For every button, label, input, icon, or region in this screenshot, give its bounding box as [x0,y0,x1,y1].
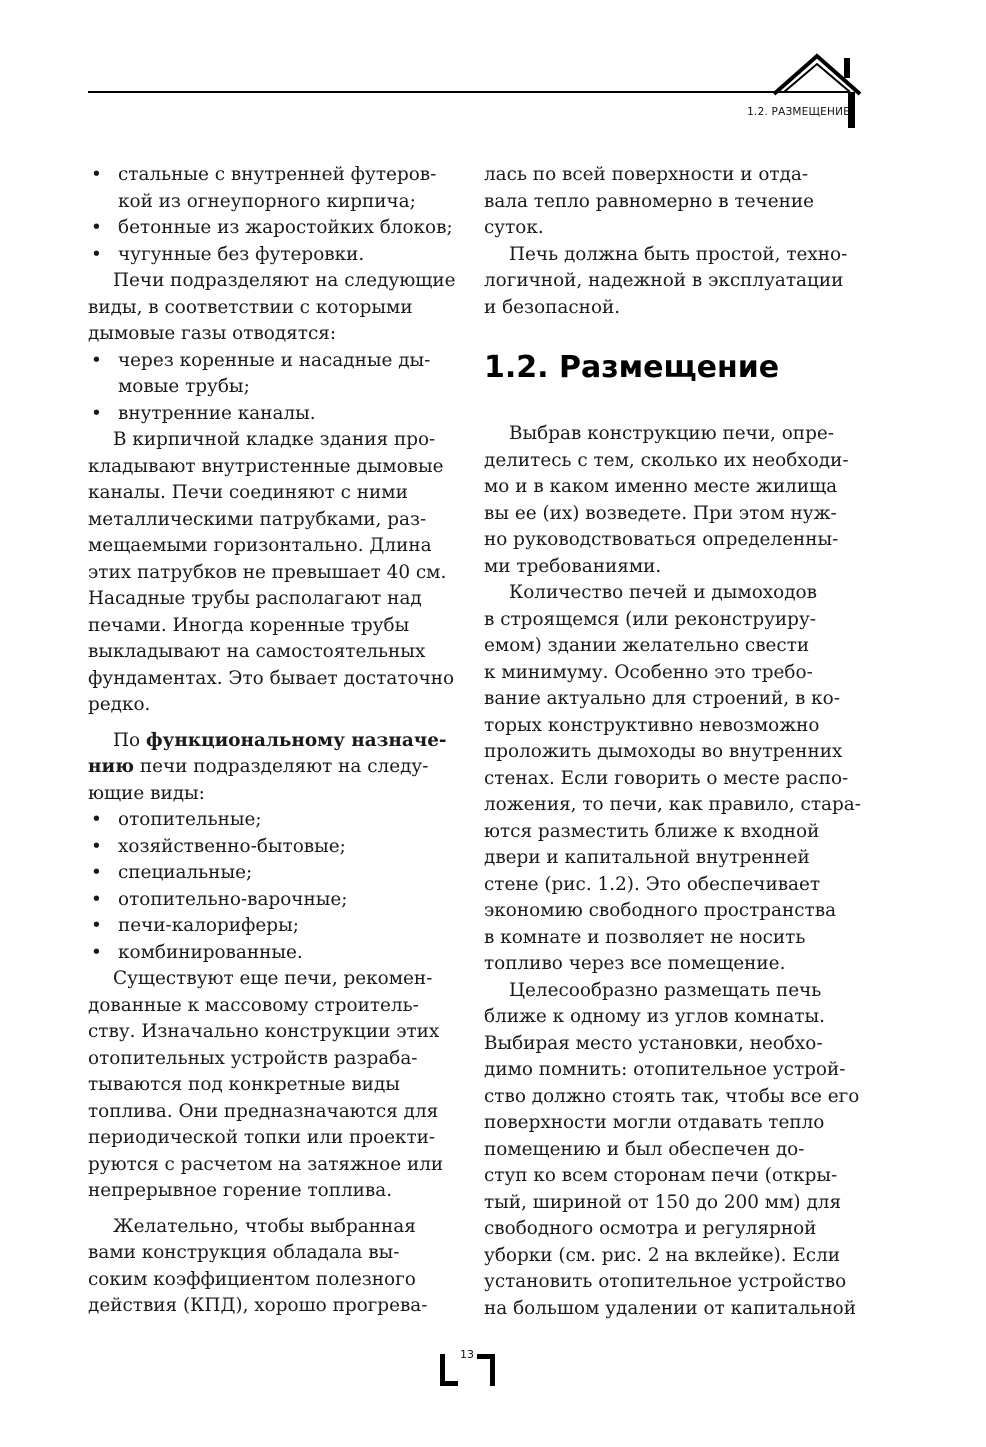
text-line: двери и капитальной внутренней [484,847,810,868]
text-line: мо и в каком именно месте жилища [484,476,838,497]
list-item: • печи-калориферы; [88,913,462,940]
text-line: этих патрубков не превышает 40 см. [88,561,447,583]
text-line: отопительных устройств разраба- [88,1047,418,1069]
text-line: вы ее (их) возведете. При этом нуж- [484,502,837,524]
text-line: уборки (см. рис. 2 на вклейке). Если [484,1244,841,1266]
text-line: выкладывают на самостоятельных [88,641,426,662]
text-line: ложения, то печи, как правило, стара- [484,794,861,815]
bold-term: функциональному назначе- [145,729,447,751]
page-number: 13 [460,1348,474,1361]
bold-term: нию [88,756,134,777]
paragraph-line: Печь должна быть простой, техно- [509,243,848,265]
text-line: топлива. Они предназначаются для [88,1100,439,1122]
text-line: на большом удалении от капитальной [484,1297,857,1319]
text-span: печи подразделяют на следу- [133,756,429,777]
list-item: • чугунные без футеровки. [88,242,462,269]
text-line: ются разместить ближе к входной [484,820,820,842]
text-line: тый, шириной от 150 до 200 мм) для [484,1191,842,1213]
ornament-right-bar [490,1354,495,1386]
list-item: • отопительно-варочные; [88,887,462,914]
text-line: дымовые газы отводятся: [88,323,337,344]
text-line: и безопасной. [484,296,621,318]
list-item: • комбинированные. [88,940,462,967]
text-line: вала тепло равномерно в течение [484,190,814,212]
text-line: Насадные трубы располагают над [88,588,422,609]
list-item: • бетонные из жаростойких блоков; [88,215,462,242]
text-line: ми требованиями. [484,555,662,577]
right-column [484,162,861,1322]
text-line: каналы. Печи соединяют с ними [88,482,408,503]
paragraph-line: В кирпичной кладке здания про- [113,429,436,450]
house-roof-icon [770,52,865,130]
text-line: помещению и был обеспечен до- [484,1138,805,1160]
text-line: поверхности могли отдавать тепло [484,1112,825,1133]
page-number-ornament [440,1348,500,1386]
text-line: периодической топки или проекти- [88,1127,436,1148]
text-line: мещаемыми горизонтально. Длина [88,535,432,556]
text-line: печами. Иногда коренные трубы [88,614,410,636]
text-line: непрерывное горение топлива. [88,1180,393,1201]
text-line: суток. [484,217,544,238]
text-line: емом) здании желательно свести [484,635,810,656]
text-line: свободного осмотра и регулярной [484,1218,817,1239]
text-line: вами конструкция обладала вы- [88,1242,400,1263]
ornament-left-foot [440,1381,458,1386]
text-line: проложить дымоходы во внутренних [484,741,843,762]
text-line: виды, в соответствии с которыми [88,296,413,318]
list-item: • внутренние каналы. [88,401,462,428]
paragraph-line: Целесообразно размещать печь [509,979,822,1001]
list-item: • специальные; [88,860,462,887]
paragraph-line: Существуют еще печи, рекомен- [113,968,433,989]
running-head: 1.2. РАЗМЕЩЕНИЕ [747,106,850,118]
text-line: стенах. Если говорить о месте распо- [484,767,849,789]
left-column [88,162,462,1320]
text-line: но руководствоваться определенны- [484,529,839,550]
text-line: мовые трубы; [118,376,250,397]
text-line: в строящемся (или реконструиру- [484,608,816,630]
paragraph-line: Выбрав конструкцию печи, опре- [509,423,834,444]
text-line: фундаментах. Это бывает достаточно [88,667,455,689]
list-item: • стальные с внутренней футеров- [88,162,462,189]
text-line: в комнате и позволяет не носить [484,926,806,948]
text-line: ству. Изначально конструкции этих [88,1021,440,1042]
text-line: действия (КПД), хорошо прогрева- [88,1295,428,1316]
text-line: установить отопительное устройство [484,1271,847,1292]
text-line: дованные к массовому строитель- [88,994,419,1016]
text-line: кой из огнеупорного кирпича; [118,190,416,212]
text-line: к минимуму. Особенно это требо- [484,661,813,683]
text-line: соким коэффициентом полезного [88,1268,416,1290]
text-line: руются с расчетом на затяжное или [88,1153,444,1175]
text-line: ступ ко всем сторонам печи (откры- [484,1165,838,1186]
paragraph-line: Количество печей и дымоходов [509,582,817,603]
list-item: • через коренные и насадные ды- [88,348,462,375]
text-line: стене (рис. 1.2). Это обеспечивает [484,873,821,895]
text-line: вание актуально для строений, в ко- [484,688,840,709]
list-item: • отопительные; [88,807,462,834]
text-line: Выбирая место установки, необхо- [484,1032,823,1054]
paragraph-line [88,728,462,755]
text-line: делитесь с тем, сколько их необходи- [484,449,849,471]
text-line: кладывают внутристенные дымовые [88,455,444,477]
text-line: экономию свободного пространства [484,900,837,921]
text-span: По [113,729,146,751]
text-line [88,754,462,781]
text-line: ближе к одному из углов комнаты. [484,1006,825,1027]
text-line: торых конструктивно невозможно [484,714,820,736]
section-heading: 1.2. Размещение [484,350,780,385]
text-line: ство должно стоять так, чтобы все его [484,1085,860,1107]
text-line: тываются под конкретные виды [88,1074,400,1095]
header-rule [88,91,848,93]
text-line: логичной, надежной в эксплуатации [484,270,844,291]
text-line: топливо через все помещение. [484,953,786,974]
text-line: ющие виды: [88,782,205,804]
text-line: редко. [88,694,151,715]
text-line: лась по всей поверхности и отда- [484,164,809,185]
paragraph-line: Желательно, чтобы выбранная [113,1215,416,1237]
paragraph-line: Печи подразделяют на следующие [113,270,456,291]
list-item: • хозяйственно-бытовые; [88,834,462,861]
text-line: димо помнить: отопительное устрой- [484,1059,846,1080]
text-line: металлическими патрубками, раз- [88,508,427,530]
